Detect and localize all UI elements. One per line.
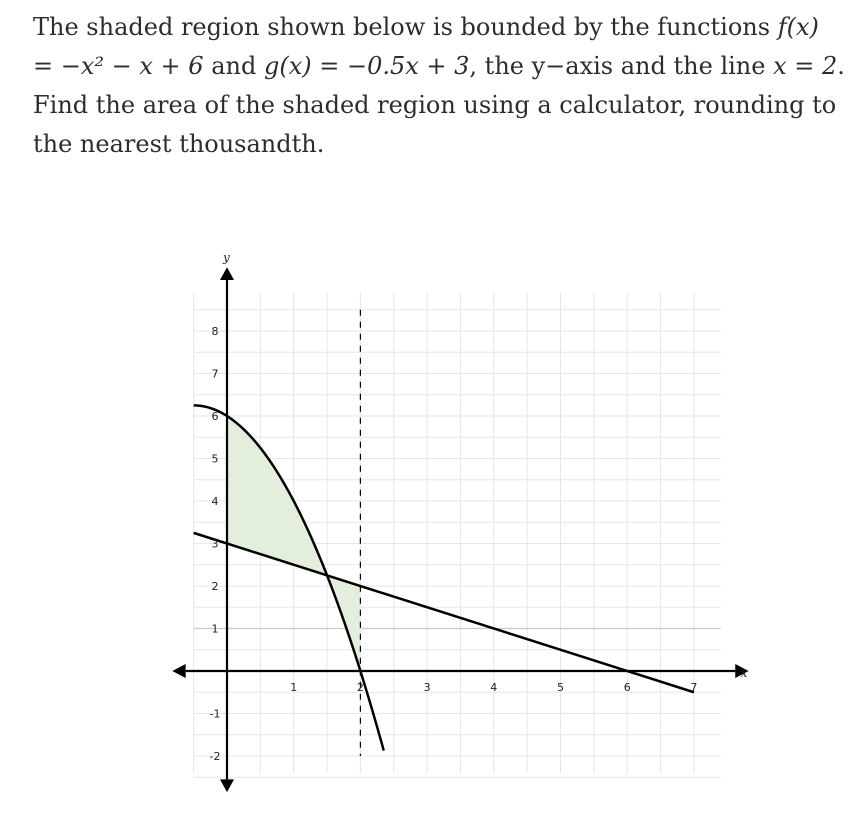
question-part-1: The shaded region shown below is bounded by the functions [33, 13, 771, 41]
y-tick-label: 5 [211, 452, 219, 466]
y-tick-label: 7 [211, 367, 219, 381]
y-tick-label: 1 [211, 622, 219, 636]
x-tick-label: 7 [690, 681, 698, 694]
y-tick-label: -2 [209, 750, 221, 763]
y-tick-label: 6 [211, 410, 219, 423]
x-axis-arrow-left [172, 664, 185, 678]
x-tick-label: 1 [290, 681, 298, 694]
y-tick-label: 3 [211, 537, 219, 551]
y-axis-arrow-up [220, 267, 234, 280]
question-and: and [211, 52, 257, 80]
y-axis-arrow-down [220, 779, 234, 792]
y-tick-label: -1 [209, 707, 221, 721]
f-function-label: f(x) = −x² − x + 6 [33, 13, 819, 80]
x-tick-label: 5 [557, 681, 564, 694]
question-part-2: , the y−axis and the line [469, 52, 766, 80]
x-tick-label: 6 [623, 681, 631, 694]
curve-f [194, 405, 384, 750]
line-g [194, 533, 694, 692]
x-axis-label: x [740, 666, 748, 680]
x-tick-label: 3 [423, 681, 431, 694]
y-tick-label: 2 [211, 580, 219, 593]
y-tick-label: 8 [211, 325, 219, 338]
y-axis-label: y [223, 250, 230, 265]
g-function-label: g(x) = −0.5x + 3 [263, 52, 470, 80]
y-tick-label: 4 [211, 495, 219, 508]
line-label: x = 2 [773, 52, 838, 80]
question-part-3: . Find the area of the shaded region using a calculator, rounding to the nearest thousandth. [33, 52, 845, 158]
x-tick-label: 4 [490, 681, 498, 694]
x-tick-label: 2 [356, 681, 364, 694]
